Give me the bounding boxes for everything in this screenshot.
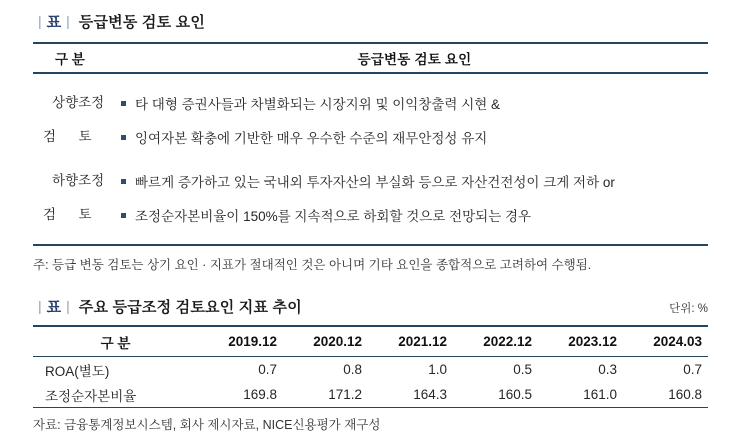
title-bar-right: |	[66, 13, 70, 29]
table2-header-category: 구 분	[100, 335, 131, 351]
table1-header-row	[33, 44, 708, 74]
cell-value: 0.7	[683, 362, 702, 377]
table2-title	[33, 294, 302, 318]
table2-header-period: 2023.12	[568, 334, 617, 349]
downgrade-factors	[121, 164, 708, 232]
table2-header-row	[33, 327, 708, 357]
bullet-square-icon	[121, 179, 126, 184]
table2-header-period: 2020.12	[313, 334, 362, 349]
table1-title	[33, 9, 738, 33]
cell-value: 0.5	[513, 362, 532, 377]
bullet-square-icon	[121, 101, 126, 106]
cell-value: 161.0	[583, 387, 617, 402]
unit-label: 단위: %	[669, 303, 708, 315]
factor-line	[121, 164, 708, 198]
table2-header-period: 2022.12	[483, 334, 532, 349]
category-line1: 하향조정	[52, 173, 105, 188]
title-bar-right: |	[66, 298, 70, 314]
cell-value: 0.3	[598, 362, 617, 377]
table2-title-text: 주요 등급조정 검토요인 지표 추이	[78, 298, 302, 316]
table-tag-label: 표	[46, 13, 62, 31]
cell-value: 171.2	[328, 387, 362, 402]
row-label: ROA(별도)	[45, 363, 110, 379]
factor-line	[121, 86, 708, 120]
factor-line	[121, 120, 708, 154]
table1-body	[33, 74, 708, 244]
cell-value: 164.3	[413, 387, 447, 402]
category-line2: 검 토	[43, 129, 92, 144]
cell-value: 0.7	[258, 362, 277, 377]
source-line: 자료: 금융통계정보시스템, 회사 제시자료, NICE신용평가 재구성	[33, 418, 381, 432]
title-bar-left: |	[38, 298, 42, 314]
table2-header-period: 2024.03	[653, 334, 702, 349]
table1-footnote: 주: 등급 변동 검토는 상기 요인 · 지표가 절대적인 것은 아니며 기타 요인을 종합적으로 고려하여 수행됨.	[33, 258, 592, 272]
category-line2: 검 토	[43, 207, 92, 222]
table-row-upgrade	[33, 86, 708, 154]
factor-text: 잉여자본 확충에 기반한 매우 우수한 수준의 재무안정성 유지	[135, 131, 488, 146]
row-category-downgrade	[33, 164, 121, 232]
indicator-trend-table	[33, 325, 708, 408]
table1-header-factors: 등급변동 검토 요인	[357, 52, 472, 67]
table2-header-period: 2019.12	[228, 334, 277, 349]
table-row-adjusted-capital-ratio	[33, 382, 708, 407]
cell-value: 160.8	[668, 387, 702, 402]
cell-value: 169.8	[243, 387, 277, 402]
row-label: 조정순자본비율	[45, 388, 137, 404]
cell-value: 0.8	[343, 362, 362, 377]
table-row-roa	[33, 357, 708, 382]
table-row-downgrade	[33, 164, 708, 232]
table2-header-period: 2021.12	[398, 334, 447, 349]
upgrade-factors	[121, 86, 708, 154]
category-line1: 상향조정	[52, 95, 105, 110]
title-bar-left: |	[38, 13, 42, 29]
bullet-square-icon	[121, 135, 126, 140]
rating-factors-table	[33, 42, 708, 246]
factor-text: 조정순자본비율이 150%를 지속적으로 하회할 것으로 전망되는 경우	[135, 209, 532, 224]
bullet-square-icon	[121, 213, 126, 218]
factor-text: 빠르게 증가하고 있는 국내외 투자자산의 부실화 등으로 자산건전성이 크게 저하 or	[135, 175, 615, 190]
table-tag-label: 표	[46, 298, 62, 316]
cell-value: 160.5	[498, 387, 532, 402]
factor-line	[121, 198, 708, 232]
cell-value: 1.0	[428, 362, 447, 377]
row-category-upgrade	[33, 86, 121, 154]
table2-title-row	[33, 294, 708, 318]
table1-title-text: 등급변동 검토 요인	[78, 13, 206, 31]
table1-header-category: 구 분	[55, 52, 85, 67]
factor-text: 타 대형 증권사들과 차별화되는 시장지위 및 이익창출력 시현 &	[135, 97, 501, 112]
